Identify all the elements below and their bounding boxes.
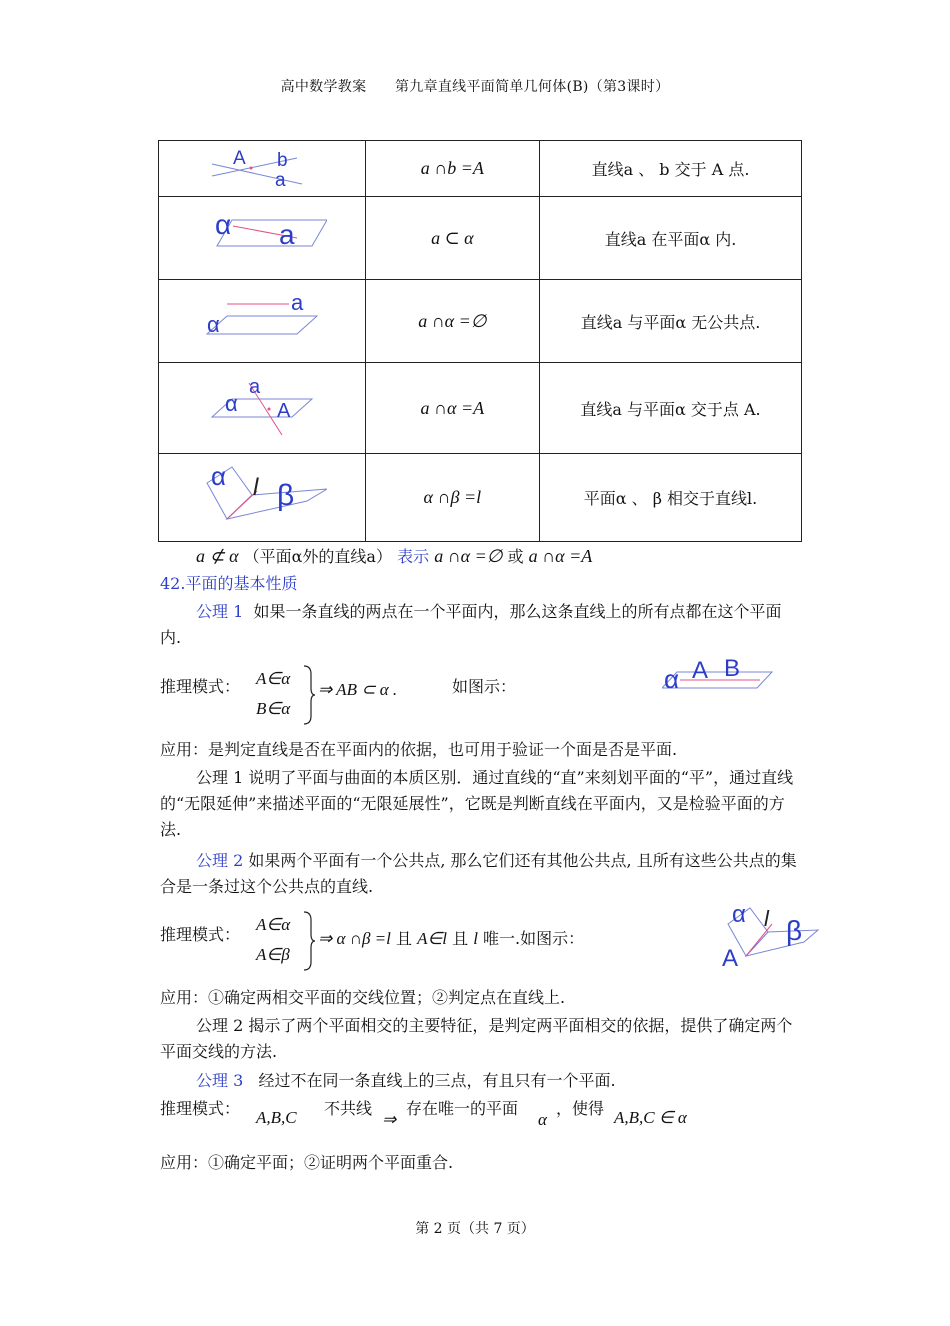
- and-text: 且: [452, 929, 469, 948]
- condition: B∈α: [256, 699, 291, 718]
- label-A: A: [276, 400, 291, 422]
- condition: A∈α: [256, 915, 291, 934]
- axiom-1-text: 如果一条直线的两点在一个平面内，那么这条直线上的所有点都在这个平面内.: [160, 602, 782, 647]
- axiom-1-statement: [160, 599, 800, 651]
- expression: a ∩b =A: [365, 141, 539, 197]
- notation-note: [196, 543, 592, 570]
- label-a: a: [290, 294, 304, 315]
- label-alpha: α: [732, 901, 746, 928]
- axiom-2-statement: [160, 848, 800, 900]
- axiom-3-exists: 存在唯一的平面: [406, 1099, 519, 1118]
- line-in-plane-figure: [197, 206, 327, 266]
- label-alpha: α: [206, 312, 220, 337]
- axiom-2-application: 应用：①确定两相交平面的交线位置；②判定点在直线上.: [160, 988, 566, 1007]
- table-row: [159, 197, 802, 280]
- right-brace-icon: [302, 910, 316, 972]
- description: 平面α 、 β 相交于直线l.: [540, 454, 802, 542]
- axiom-1-result: ⇒ AB ⊂ α .: [318, 680, 398, 699]
- figure-cell: [159, 141, 366, 197]
- table-row: [159, 280, 802, 363]
- description: 直线a 与平面α 无公共点.: [540, 280, 802, 363]
- axiom-1-figure: [662, 650, 782, 694]
- line-intersect-plane-figure: [207, 373, 317, 439]
- page-header: 高中数学教案 第九章直线平面简单几何体(B)（第3课时）: [280, 79, 670, 95]
- expression: a ∩α =∅: [365, 280, 539, 363]
- axiom-2-result: [318, 926, 584, 952]
- axiom-1-conditions: [256, 664, 290, 724]
- intersecting-planes-figure: [197, 461, 327, 531]
- axiom-3-statement: [160, 1068, 800, 1094]
- axiom-3-such-that: ，使得: [556, 1099, 605, 1118]
- table-row: [159, 363, 802, 454]
- description: 直线a 与平面α 交于点 A.: [540, 363, 802, 454]
- right-brace-icon: [302, 664, 316, 726]
- note-label: 表示: [397, 547, 430, 566]
- figure-cell: [159, 280, 366, 363]
- description: 直线a 在平面α 内.: [540, 197, 802, 280]
- axiom-1-name: 公理 1: [196, 602, 244, 621]
- axiom-3-text: 经过不在同一条直线上的三点，有且只有一个平面.: [258, 1071, 616, 1090]
- result-math: ⇒ α ∩β =l: [318, 929, 391, 948]
- section-title: 42.平面的基本性质: [160, 574, 298, 593]
- axiom-2-conditions: [256, 910, 290, 970]
- label-alpha: α: [224, 391, 238, 416]
- axiom-1-application: 应用：是判定直线是否在平面内的依据，也可用于验证一个面是否是平面.: [160, 740, 678, 759]
- axiom-2-comment: 公理 2 揭示了两个平面相交的主要特征，是判定两平面相交的依据，提供了确定两个平面交线的方法.: [160, 1016, 793, 1061]
- label-B: B: [724, 655, 741, 682]
- axiom-3-mode-label: 推理模式：: [160, 1099, 241, 1118]
- label-l: l: [764, 906, 769, 931]
- implies-icon: ⇒: [382, 1110, 397, 1129]
- description: 直线a 、 b 交于 A 点.: [540, 141, 802, 197]
- figure-cell: [159, 363, 366, 454]
- label-a: a: [274, 169, 286, 190]
- label-b: b: [276, 149, 288, 171]
- result-math: A∈l: [417, 929, 447, 948]
- axiom-3-result: A,B,C ∈ α: [614, 1108, 687, 1127]
- axiom-3-application: 应用：①确定平面；②证明两个平面重合.: [160, 1153, 454, 1172]
- note-math: a ∩α =A: [528, 546, 593, 566]
- label-alpha: α: [214, 209, 232, 240]
- line-parallel-plane-figure: [197, 294, 327, 344]
- label-a: a: [248, 376, 260, 398]
- label-A: A: [232, 147, 246, 169]
- axiom-2-name: 公理 2: [196, 851, 244, 870]
- result-math: l: [473, 929, 478, 948]
- label-alpha: α: [664, 664, 680, 694]
- axiom-2-mode-label: 推理模式：: [160, 925, 241, 944]
- axiom-1-figure-note: 如图示：: [452, 677, 517, 696]
- expression: a ⊂ α: [365, 197, 539, 280]
- note-paren: （平面α外的直线a）: [243, 547, 392, 566]
- notation-table: [158, 140, 802, 542]
- unique-text: 唯一.如图示：: [483, 929, 585, 948]
- figure-cell: [159, 197, 366, 280]
- page-footer: 第 2 页（共 7 页）: [415, 1221, 535, 1237]
- axiom-3-not-collinear: 不共线: [324, 1099, 373, 1118]
- intersecting-lines-figure: [207, 144, 317, 190]
- label-A: A: [692, 657, 709, 684]
- expression: α ∩β =l: [365, 454, 539, 542]
- condition: A∈α: [256, 669, 291, 688]
- axiom-3-name: 公理 3: [196, 1071, 244, 1090]
- label-a: a: [278, 219, 295, 250]
- condition: A∈β: [256, 945, 290, 964]
- note-or: 或: [507, 547, 524, 566]
- axiom-1-mode-label: 推理模式：: [160, 677, 241, 696]
- and-text: 且: [395, 929, 412, 948]
- axiom-3-alpha: α: [538, 1110, 547, 1129]
- label-A: A: [722, 945, 739, 970]
- axiom-2-text: 如果两个平面有一个公共点, 那么它们还有其他公共点, 且所有这些公共点的集合是一条过这个公共点的直线.: [160, 851, 797, 896]
- axiom-2-figure: [720, 898, 820, 970]
- note-math: a ⊄ α: [196, 546, 239, 566]
- label-beta: β: [786, 915, 803, 946]
- table-row: [159, 141, 802, 197]
- label-l: l: [252, 473, 259, 501]
- table-row: [159, 454, 802, 542]
- label-beta: β: [276, 478, 295, 512]
- figure-cell: [159, 454, 366, 542]
- axiom-3-points: A,B,C: [256, 1108, 297, 1127]
- axiom-1-comment: 公理 1 说明了平面与曲面的本质区别．通过直线的“直”来刻划平面的“平”，通过直线的“无限延伸”来描述平面的“无限延展性”，它既是判断直线在平面内，又是检验平面的方法.: [160, 768, 794, 839]
- label-alpha: α: [210, 460, 226, 491]
- expression: a ∩α =A: [365, 363, 539, 454]
- note-math: a ∩α =∅: [434, 546, 503, 566]
